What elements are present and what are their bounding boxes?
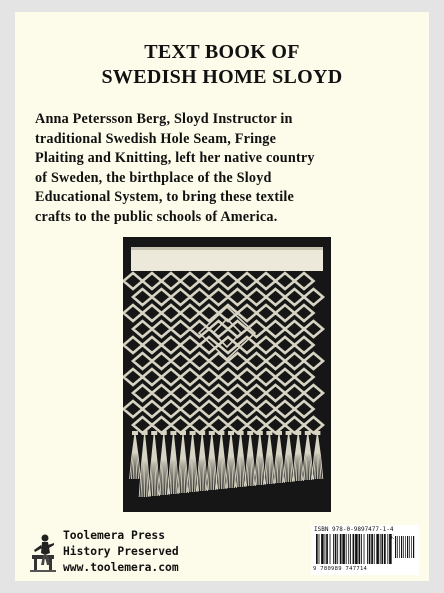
publisher-url: www.toolemera.com	[63, 561, 179, 574]
barcode-bars	[314, 534, 416, 566]
blurb-line-4: of Sweden, the birthplace of the Sloyd	[35, 169, 272, 186]
isbn-barcode	[311, 525, 419, 575]
blurb-line-1: Anna Petersson Berg, Sloyd Instructor in	[35, 111, 293, 127]
book-title	[15, 40, 429, 90]
fringe-lace-photo	[123, 237, 331, 512]
woodworker-logo-icon	[30, 531, 56, 573]
blurb-line-2: traditional Swedish Hole Seam, Fringe	[35, 130, 277, 147]
publisher-name: Toolemera Press	[63, 529, 166, 542]
blurb-line-3: Plaiting and Knitting, left her native country	[35, 150, 315, 166]
barcode-digits: 9 780989 747714	[313, 566, 368, 572]
lace-illustration	[123, 237, 331, 512]
title-line-1: TEXT BOOK OF	[144, 41, 300, 63]
blurb-text	[35, 110, 415, 227]
blurb-line-5: Educational System, to bring these textile	[35, 189, 295, 205]
publisher-tagline: History Preserved	[63, 545, 179, 558]
back-cover	[15, 12, 429, 581]
blurb-line-6: crafts to the public schools of America.	[35, 208, 278, 225]
isbn-label: ISBN 978-0-9897477-1-4	[314, 526, 394, 533]
publisher-block	[30, 525, 230, 581]
title-line-2: SWEDISH HOME SLOYD	[101, 66, 343, 88]
publisher-text	[63, 528, 179, 576]
